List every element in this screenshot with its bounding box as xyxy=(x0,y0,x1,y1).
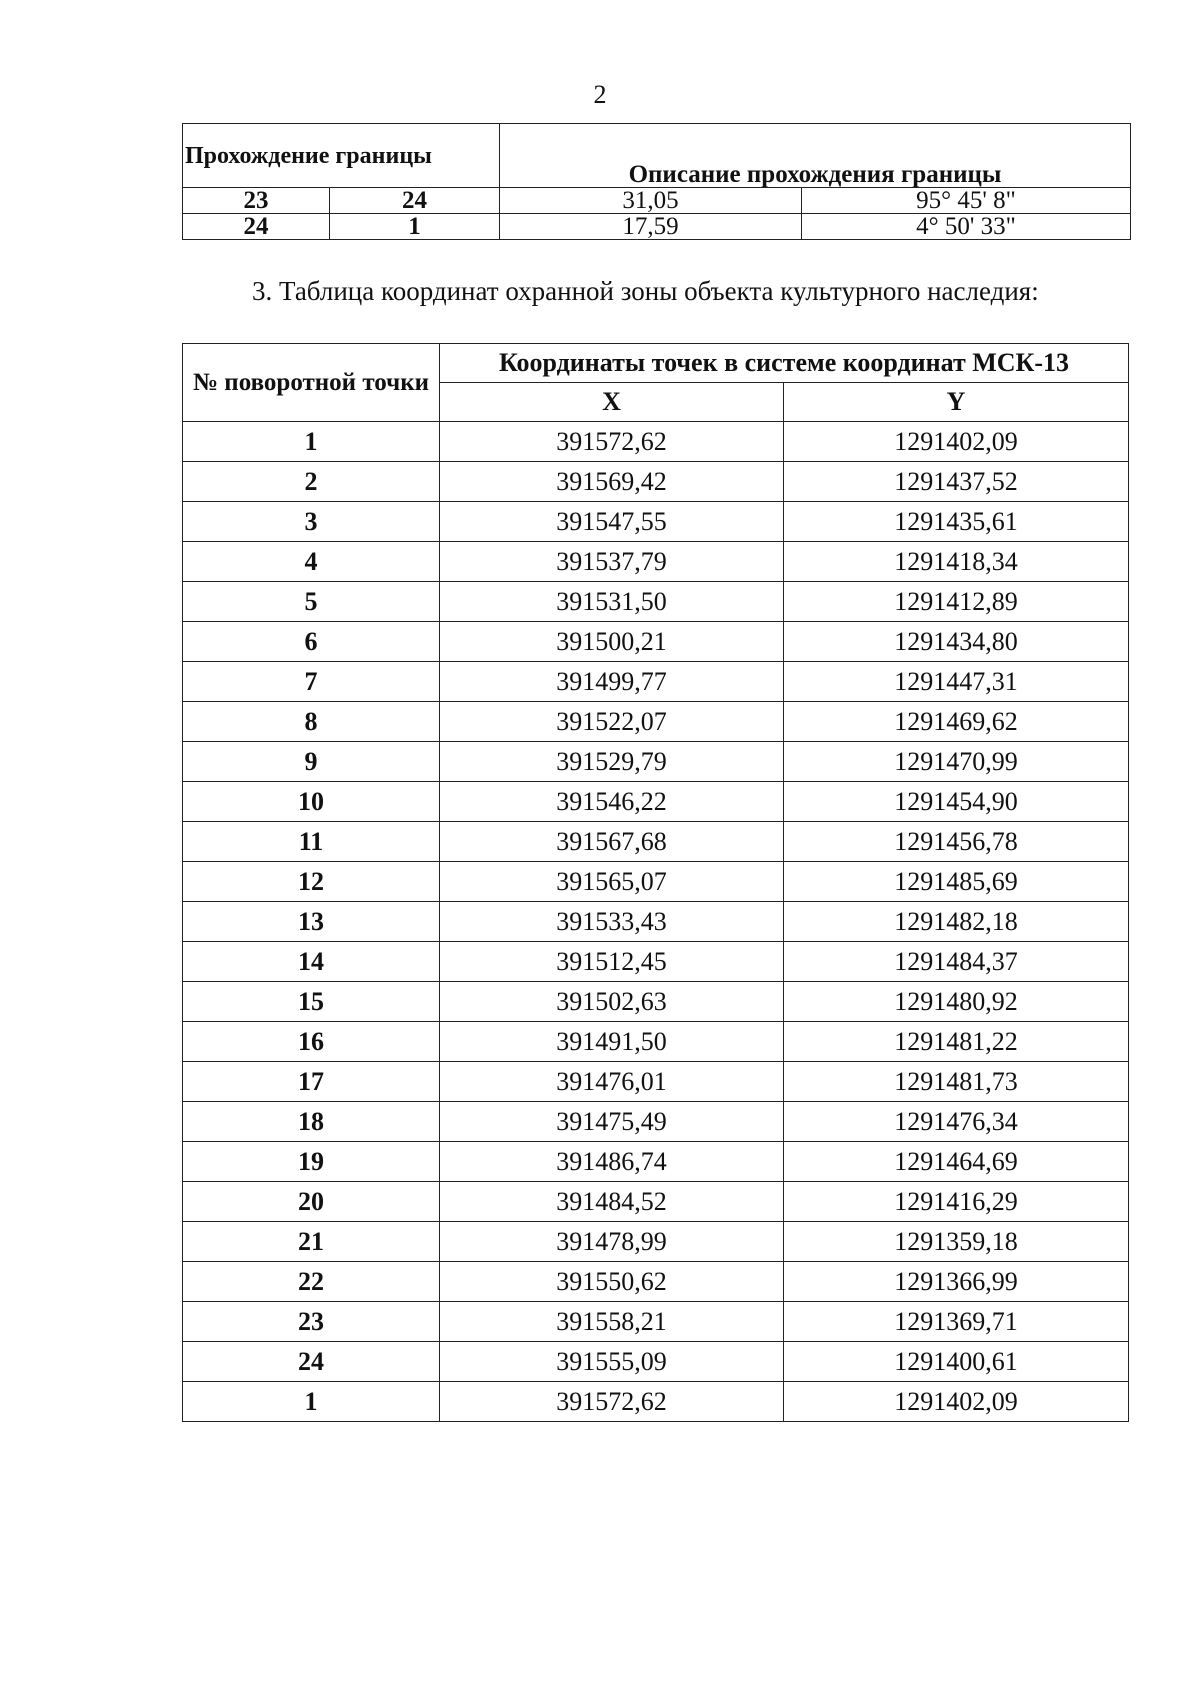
boundary-header-description: Описание прохождения границы xyxy=(500,124,1131,188)
x-coordinate: 391512,45 xyxy=(440,942,784,982)
x-coordinate: 391537,79 xyxy=(440,542,784,582)
x-coordinate: 391522,07 xyxy=(440,702,784,742)
point-number: 4 xyxy=(183,542,440,582)
coords-row xyxy=(183,862,1129,902)
point-number: 20 xyxy=(183,1182,440,1222)
y-coordinate: 1291464,69 xyxy=(784,1142,1129,1182)
coords-row xyxy=(183,782,1129,822)
y-coordinate: 1291416,29 xyxy=(784,1182,1129,1222)
y-coordinate: 1291359,18 xyxy=(784,1222,1129,1262)
coords-row xyxy=(183,1262,1129,1302)
y-coordinate: 1291402,09 xyxy=(784,1382,1129,1422)
coords-row xyxy=(183,982,1129,1022)
point-number: 12 xyxy=(183,862,440,902)
coords-row xyxy=(183,462,1129,502)
point-number: 2 xyxy=(183,462,440,502)
point-number: 1 xyxy=(183,1382,440,1422)
y-coordinate: 1291454,90 xyxy=(784,782,1129,822)
point-number: 17 xyxy=(183,1062,440,1102)
point-number: 8 xyxy=(183,702,440,742)
x-coordinate: 391478,99 xyxy=(440,1222,784,1262)
x-coordinate: 391572,62 xyxy=(440,1382,784,1422)
x-coordinate: 391546,22 xyxy=(440,782,784,822)
point-number: 15 xyxy=(183,982,440,1022)
coordinates-table xyxy=(182,343,1129,1422)
x-coordinate: 391572,62 xyxy=(440,422,784,462)
y-coordinate: 1291470,99 xyxy=(784,742,1129,782)
point-number: 1 xyxy=(183,422,440,462)
boundary-angle: 95° 45' 8" xyxy=(802,188,1131,214)
point-number: 21 xyxy=(183,1222,440,1262)
point-number: 13 xyxy=(183,902,440,942)
x-coordinate: 391499,77 xyxy=(440,662,784,702)
boundary-angle: 4° 50' 33" xyxy=(802,214,1131,240)
y-coordinate: 1291481,73 xyxy=(784,1062,1129,1102)
coords-row xyxy=(183,1182,1129,1222)
point-number: 6 xyxy=(183,622,440,662)
x-coordinate: 391484,52 xyxy=(440,1182,784,1222)
header-coordinates-title: Координаты точек в системе координат МСК-13 xyxy=(440,344,1129,383)
coords-row xyxy=(183,1142,1129,1182)
point-number: 3 xyxy=(183,502,440,542)
coords-row xyxy=(183,742,1129,782)
boundary-to: 1 xyxy=(330,214,500,240)
coords-row xyxy=(183,422,1129,462)
x-coordinate: 391500,21 xyxy=(440,622,784,662)
x-coordinate: 391502,63 xyxy=(440,982,784,1022)
boundary-length: 31,05 xyxy=(500,188,802,214)
point-number: 16 xyxy=(183,1022,440,1062)
coords-row xyxy=(183,542,1129,582)
y-coordinate: 1291435,61 xyxy=(784,502,1129,542)
point-number: 14 xyxy=(183,942,440,982)
x-coordinate: 391555,09 xyxy=(440,1342,784,1382)
x-coordinate: 391486,74 xyxy=(440,1142,784,1182)
boundary-row xyxy=(183,214,1131,240)
x-coordinate: 391491,50 xyxy=(440,1022,784,1062)
boundary-from: 23 xyxy=(183,188,330,214)
point-number: 10 xyxy=(183,782,440,822)
boundary-header-passage: Прохождение границы xyxy=(183,124,500,188)
point-number: 9 xyxy=(183,742,440,782)
point-number: 7 xyxy=(183,662,440,702)
x-coordinate: 391547,55 xyxy=(440,502,784,542)
boundary-to: 24 xyxy=(330,188,500,214)
y-coordinate: 1291366,99 xyxy=(784,1262,1129,1302)
coords-row xyxy=(183,902,1129,942)
point-number: 18 xyxy=(183,1102,440,1142)
y-coordinate: 1291412,89 xyxy=(784,582,1129,622)
point-number: 22 xyxy=(183,1262,440,1302)
header-point-number: № поворотной точки xyxy=(183,344,440,422)
x-coordinate: 391475,49 xyxy=(440,1102,784,1142)
boundary-header-row xyxy=(183,124,1131,188)
x-coordinate: 391565,07 xyxy=(440,862,784,902)
x-coordinate: 391476,01 xyxy=(440,1062,784,1102)
coords-table-caption: 3. Таблица координат охранной зоны объекта культурного наследия: xyxy=(252,276,1039,306)
coords-row xyxy=(183,1062,1129,1102)
x-coordinate: 391550,62 xyxy=(440,1262,784,1302)
boundary-table xyxy=(182,123,1131,240)
coords-row xyxy=(183,662,1129,702)
y-coordinate: 1291484,37 xyxy=(784,942,1129,982)
y-coordinate: 1291437,52 xyxy=(784,462,1129,502)
x-coordinate: 391531,50 xyxy=(440,582,784,622)
y-coordinate: 1291402,09 xyxy=(784,422,1129,462)
x-coordinate: 391533,43 xyxy=(440,902,784,942)
coords-row xyxy=(183,502,1129,542)
page-number: 2 xyxy=(593,80,607,109)
boundary-row xyxy=(183,188,1131,214)
point-number: 5 xyxy=(183,582,440,622)
coords-row xyxy=(183,1382,1129,1422)
coords-row xyxy=(183,1342,1129,1382)
y-coordinate: 1291400,61 xyxy=(784,1342,1129,1382)
y-coordinate: 1291476,34 xyxy=(784,1102,1129,1142)
y-coordinate: 1291456,78 xyxy=(784,822,1129,862)
point-number: 24 xyxy=(183,1342,440,1382)
x-coordinate: 391569,42 xyxy=(440,462,784,502)
header-x: X xyxy=(440,383,784,422)
coords-row xyxy=(183,942,1129,982)
y-coordinate: 1291485,69 xyxy=(784,862,1129,902)
coords-header-row xyxy=(183,344,1129,383)
y-coordinate: 1291418,34 xyxy=(784,542,1129,582)
point-number: 19 xyxy=(183,1142,440,1182)
coords-row xyxy=(183,1022,1129,1062)
y-coordinate: 1291481,22 xyxy=(784,1022,1129,1062)
coords-body xyxy=(183,422,1129,1422)
coords-row xyxy=(183,1222,1129,1262)
x-coordinate: 391558,21 xyxy=(440,1302,784,1342)
coords-row xyxy=(183,582,1129,622)
point-number: 23 xyxy=(183,1302,440,1342)
y-coordinate: 1291447,31 xyxy=(784,662,1129,702)
boundary-from: 24 xyxy=(183,214,330,240)
y-coordinate: 1291480,92 xyxy=(784,982,1129,1022)
y-coordinate: 1291434,80 xyxy=(784,622,1129,662)
coords-row xyxy=(183,702,1129,742)
y-coordinate: 1291369,71 xyxy=(784,1302,1129,1342)
y-coordinate: 1291469,62 xyxy=(784,702,1129,742)
point-number: 11 xyxy=(183,822,440,862)
coords-row xyxy=(183,1302,1129,1342)
boundary-length: 17,59 xyxy=(500,214,802,240)
x-coordinate: 391567,68 xyxy=(440,822,784,862)
y-coordinate: 1291482,18 xyxy=(784,902,1129,942)
coords-row xyxy=(183,1102,1129,1142)
coords-row xyxy=(183,622,1129,662)
coords-row xyxy=(183,822,1129,862)
x-coordinate: 391529,79 xyxy=(440,742,784,782)
header-y: Y xyxy=(784,383,1129,422)
